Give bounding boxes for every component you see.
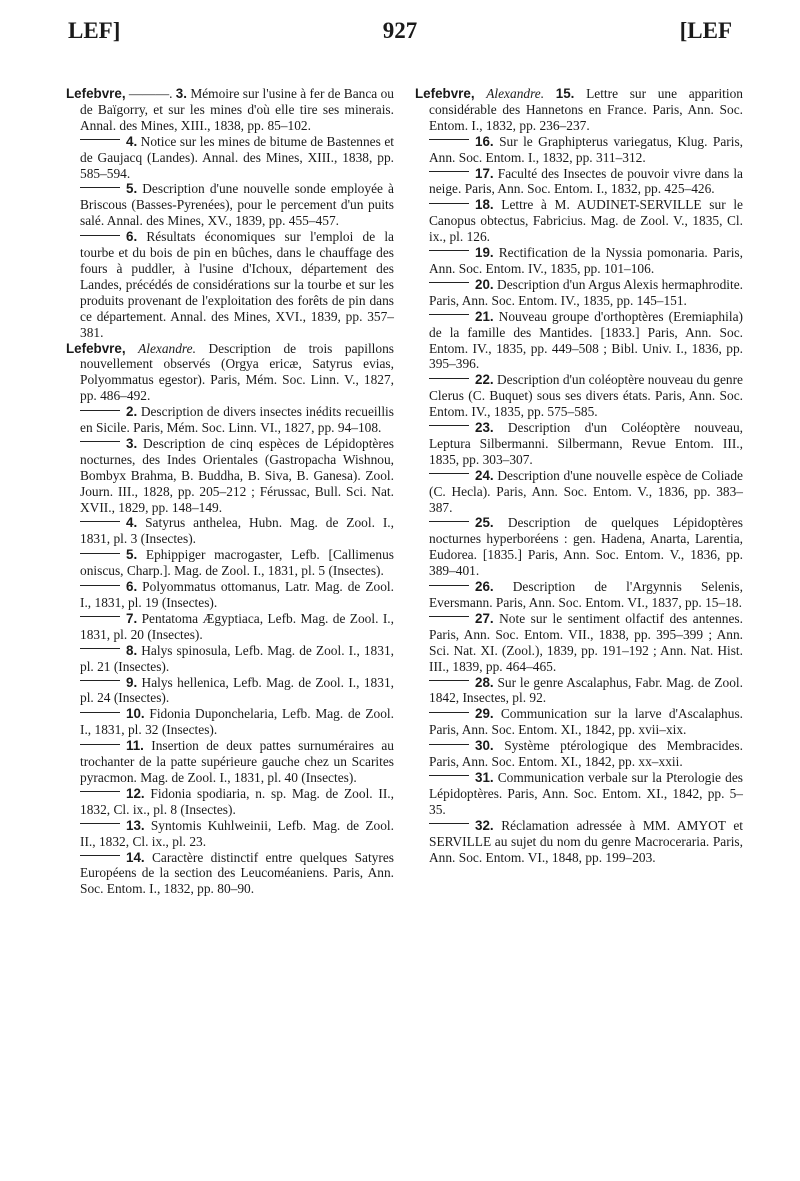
bibliography-entry — [66, 229, 394, 340]
ditto-rule — [429, 139, 469, 140]
entry-number: 9. — [126, 674, 138, 690]
entry-number: 2. — [126, 404, 138, 420]
entry-text: Communication verbale sur la Pterologie des Lépidoptères. Paris, Ann. Soc. Entom. XI., 1842, pp. 5–35. — [429, 769, 743, 817]
entry-text: Lettre sur une apparition considérable des Hannetons en France. Paris, Ann. Soc. Entom. I., 1832, pp. 236–237. — [429, 86, 744, 133]
bibliography-entry — [415, 770, 743, 818]
entry-number: 15. — [555, 86, 575, 101]
ditto-rule — [80, 235, 120, 236]
entry-text: Polyommatus ottomanus, Latr. Mag. de Zool. I., 1831, pl. 19 (Insectes). — [80, 579, 394, 610]
entry-number: 5. — [126, 547, 138, 563]
bibliography-entry — [415, 579, 743, 611]
ditto-rule — [429, 585, 469, 586]
entry-text: Description d'un Argus Alexis hermaphrodite. Paris, Ann. Soc. Entom. IV., 1835, pp. 145–151. — [429, 276, 743, 308]
bibliography-entry — [415, 245, 743, 277]
ditto-rule — [80, 521, 120, 522]
bibliography-entry — [66, 547, 394, 579]
entry-number: 18. — [475, 197, 494, 213]
entry-number: 7. — [126, 610, 138, 626]
entry-number: 11. — [126, 738, 144, 754]
entry-number: 3. — [175, 86, 187, 101]
bibliography-entry — [66, 611, 394, 643]
entry-number: 17. — [475, 165, 494, 181]
ditto-rule — [429, 616, 469, 617]
bibliography-entry — [66, 706, 394, 738]
entry-text: Système ptérologique des Membracides. Paris, Ann. Soc. Entom. XI., 1842, pp. xx–xxii. — [429, 738, 743, 770]
entry-number: 3. — [126, 435, 138, 451]
entry-number: 22. — [475, 372, 494, 388]
bibliography-entry — [66, 86, 394, 134]
bibliography-entry — [415, 468, 743, 516]
entry-number: 31. — [475, 769, 494, 785]
ditto-rule — [429, 744, 469, 745]
ditto-rule — [80, 744, 120, 745]
bibliography-entry — [66, 181, 394, 229]
ditto-rule — [80, 791, 120, 792]
bibliography-entry — [415, 86, 743, 134]
page-header — [68, 18, 732, 58]
ditto-rule — [429, 282, 469, 283]
ditto-rule — [80, 553, 120, 554]
ditto-rule — [429, 680, 469, 681]
entry-text: Description de l'Argynnis Selenis, Eversmann. Paris, Ann. Soc. Entom. VI., 1837, pp. 15–18. — [429, 579, 743, 610]
entry-text: Description de quelques Lépidoptères nocturnes hyperboréens : gen. Hadena, Anarta, Larentia, Eudorea. [1835.] Paris, Ann. Soc. Entom. V., 1836, pp. 389–401. — [429, 515, 743, 579]
author-given-name: Alexandre. — [138, 340, 196, 356]
bibliography-entry — [415, 611, 743, 675]
ditto-rule — [429, 521, 469, 522]
author-given-name: Alexandre. — [486, 86, 545, 101]
entry-number: 13. — [126, 817, 145, 833]
bibliography-entry — [415, 309, 743, 373]
entry-number: 10. — [126, 706, 145, 722]
entry-text: Sur le genre Ascalaphus, Fabr. Mag. de Zool. 1842, Insectes, pl. 92. — [429, 674, 743, 706]
author-name: Lefebvre, — [66, 340, 126, 356]
entry-number: 4. — [126, 133, 138, 149]
ditto-rule — [80, 680, 120, 681]
bibliography-entry — [415, 515, 743, 579]
ditto-rule — [429, 203, 469, 204]
entry-number: 6. — [126, 229, 138, 245]
bibliography-entry — [66, 404, 394, 436]
bibliography-entry — [66, 786, 394, 818]
entry-text: Fidonia Duponchelaria, Lefb. Mag. de Zool. I., 1831, pl. 32 (Insectes). — [80, 706, 394, 738]
ditto-rule — [429, 250, 469, 251]
entry-text: Description de trois papillons nouvellement observés (Orgya ericæ, Satyrus evias, Polyommatus egestor). Paris, Mém. Soc. Linn. V., 1827, pp. 486–492. — [80, 340, 394, 404]
entry-number: 29. — [475, 706, 494, 722]
bibliography-entry — [66, 341, 394, 405]
entry-text: Notice sur les mines de bitume de Bastennes et de Gaujacq (Landes). Annal. des Mines, XIII., 1838, pp. 585–594. — [80, 133, 394, 181]
bibliography-entry — [415, 166, 743, 198]
page-number: 927 — [382, 18, 418, 43]
entry-number: 32. — [475, 817, 494, 833]
entry-text: Pentatoma Ægyptiaca, Lefb. Mag. de Zool. I., 1831, pl. 20 (Insectes). — [80, 610, 394, 642]
entry-text: Ephippiger macrogaster, Lefb. [Callimenus oniscus, Charp.]. Mag. de Zool. I., 1831, pl. 5 (Insectes). — [80, 547, 394, 579]
bibliography-entry — [415, 277, 743, 309]
entry-text: Communication sur la larve d'Ascalaphus. Paris, Ann. Soc. Entom. XI., 1842, pp. xvii–xix. — [429, 706, 744, 738]
entry-number: 14. — [126, 849, 145, 865]
entry-text: Halys spinosula, Lefb. Mag. de Zool. I., 1831, pl. 21 (Insectes). — [80, 642, 394, 674]
entry-text: Nouveau groupe d'orthoptères (Eremiaphila) de la famille des Mantides. [1833.] Paris, Ann. Soc. Entom. IV., 1835, pp. 449–508 ; Bibl. Univ. I., 1836, pp. 395–396. — [429, 308, 743, 372]
ditto-rule — [80, 139, 120, 140]
ditto-rule — [80, 616, 120, 617]
entry-number: 27. — [475, 610, 494, 626]
entry-number: 8. — [126, 642, 138, 658]
ditto-rule — [429, 775, 469, 776]
entry-number: 6. — [126, 579, 138, 595]
ditto-rule — [80, 855, 120, 856]
entry-text: Résultats économiques sur l'emploi de la tourbe et du bois de pin en bûches, dans le chauffage des fours à puddler, à l'usine d'Ichoux, département des Landes, précédés de considérations sur la tourbe et sur les produits provenant de l'exploitation des forêts de pin dans ce département. Annal. des Mines, XVI., 1839, pp. 357–381. — [80, 229, 394, 340]
header-left-guide: LEF] — [68, 18, 121, 43]
bibliography-entry — [66, 643, 394, 675]
entry-text: Halys hellenica, Lefb. Mag. de Zool. I., 1831, pl. 24 (Insectes). — [80, 674, 394, 706]
entry-number: 16. — [475, 133, 494, 149]
entry-number: 12. — [126, 785, 145, 801]
entry-text: Insertion de deux pattes surnuméraires au trochanter de la patte supérieure gauche chez un Scarites pyracmon. Mag. de Zool. I., 1831, pl. 40 (Insectes). — [80, 738, 394, 785]
entry-text: Description d'une nouvelle sonde employée à Briscous (Basses-Pyrenées), pour le percement d'un puits salé. Annal. des Mines, XV., 1839, pp. 455–457. — [80, 181, 394, 229]
right-column — [415, 86, 743, 865]
bibliography-entry — [415, 134, 743, 166]
bibliography-entry — [415, 372, 743, 420]
entry-number: 28. — [475, 674, 494, 690]
bibliography-entry — [66, 436, 394, 516]
bibliography-entry — [66, 579, 394, 611]
entry-number: 5. — [126, 181, 138, 197]
author-name: Lefebvre, — [66, 86, 126, 101]
bibliography-entry — [415, 197, 743, 245]
left-column — [66, 86, 394, 897]
ditto-rule — [429, 473, 469, 474]
ditto-rule — [429, 823, 469, 824]
entry-text: Lettre à M. AUDINET-SERVILLE sur le Canopus obtectus, Fabricius. Mag. de Zool. V., 1835, Cl. ix., pl. 126. — [429, 197, 743, 245]
entry-text: Description d'un coléoptère nouveau du genre Clerus (C. Buquet) sous ses divers états. Paris, Ann. Soc. Entom. IV., 1835, pp. 575–585. — [429, 372, 743, 420]
entry-number: 23. — [475, 420, 494, 436]
ditto-rule — [429, 171, 469, 172]
header-right-guide: [LEF — [679, 18, 732, 43]
entry-text: Faculté des Insectes de pouvoir vivre dans la neige. Paris, Ann. Soc. Entom. I., 1832, pp. 425–426. — [429, 165, 743, 197]
bibliography-entry — [66, 515, 394, 547]
bibliography-entry — [66, 675, 394, 707]
bibliography-entry — [415, 706, 743, 738]
entry-number: 24. — [475, 467, 494, 483]
entry-number: 25. — [475, 515, 494, 531]
ditto-rule — [80, 648, 120, 649]
ditto-rule — [80, 712, 120, 713]
bibliography-entry — [415, 818, 743, 866]
entry-number: 20. — [475, 276, 494, 292]
ditto-rule — [429, 314, 469, 315]
bibliography-entry — [415, 675, 743, 707]
ditto-rule — [80, 585, 120, 586]
entry-text: Note sur le sentiment olfactif des antennes. Paris, Ann. Soc. Entom. VII., 1838, pp. 395–399 ; Ann. Sci. Nat. XI. (Zool.), 1839, pp. 191–192 ; Ann. Nat. Hist. III., 1839, pp. 464–465. — [429, 610, 743, 674]
entry-text: Mémoire sur l'usine à fer de Banca ou de Baïgorry, et sur les mines d'où elle tire ses minerais. Annal. des Mines, XIII., 1838, pp. 85–102. — [80, 86, 394, 133]
bibliography-entry — [66, 818, 394, 850]
ditto-rule — [80, 410, 120, 411]
entry-text: Caractère distinctif entre quelques Satyres Européens de la section des Leucoméaniens. Paris, Ann. Soc. Entom. I., 1832, pp. 80–90. — [80, 849, 394, 897]
bibliography-entry — [66, 738, 394, 786]
entry-text: Description de divers insectes inédits recueillis en Sicile. Paris, Mém. Soc. Linn. VI., 1827, pp. 94–108. — [80, 404, 394, 436]
author-name: Lefebvre, — [415, 86, 475, 101]
bibliography-entry — [66, 850, 394, 898]
ditto-rule — [80, 441, 120, 442]
entry-number: 4. — [126, 515, 138, 531]
ditto-rule — [80, 823, 120, 824]
entry-number: 26. — [475, 579, 494, 595]
entry-text: Rectification de la Nyssia pomonaria. Paris, Ann. Soc. Entom. IV., 1835, pp. 101–106. — [429, 245, 743, 276]
ditto-rule — [429, 712, 469, 713]
entry-text: Description d'un Coléoptère nouveau, Leptura Silbermanni. Silbermann, Revue Entom. III., 1835, pp. 303–307. — [429, 420, 743, 467]
entry-text: Satyrus anthelea, Hubn. Mag. de Zool. I., 1831, pl. 3 (Insectes). — [80, 515, 394, 547]
bibliography-entry — [415, 420, 743, 468]
entry-number: 21. — [475, 308, 494, 324]
bibliography-entry — [415, 738, 743, 770]
entry-text: Syntomis Kuhlweinii, Lefb. Mag. de Zool. II., 1832, Cl. ix., pl. 23. — [80, 817, 394, 849]
entry-text: Réclamation adressée à MM. AMYOT et SERVILLE au sujet du nom du genre Macroceraria. Paris, Ann. Soc. Entom. VI., 1848, pp. 199–203. — [429, 817, 743, 865]
ditto-rule — [429, 378, 469, 379]
entry-text: Fidonia spodiaria, n. sp. Mag. de Zool. II., 1832, Cl. ix., pl. 8 (Insectes). — [80, 785, 394, 817]
entry-text: Description de cinq espèces de Lépidoptères nocturnes, des Indes Orientales (Gastropacha Wishnou, Bombyx Brahma, B. Buddha, B. Siva, B. Ganesa). Zool. Journ. III., 1828, pp. 205–212 ; Férussac, Bull. Sci. Nat. XVII., 1829, pp. 148–149. — [80, 435, 394, 515]
ditto-dash: ———. — [128, 86, 173, 101]
entry-number: 19. — [475, 245, 494, 261]
ditto-rule — [80, 187, 120, 188]
bibliography-entry — [66, 134, 394, 182]
entry-text: Description d'une nouvelle espèce de Coliade (C. Hecla). Paris, Ann. Soc. Entom. V., 1836, pp. 383–387. — [429, 467, 743, 515]
ditto-rule — [429, 425, 469, 426]
entry-number: 30. — [475, 738, 494, 754]
entry-text: Sur le Graphipterus variegatus, Klug. Paris, Ann. Soc. Entom. I., 1832, pp. 311–312. — [429, 133, 743, 165]
